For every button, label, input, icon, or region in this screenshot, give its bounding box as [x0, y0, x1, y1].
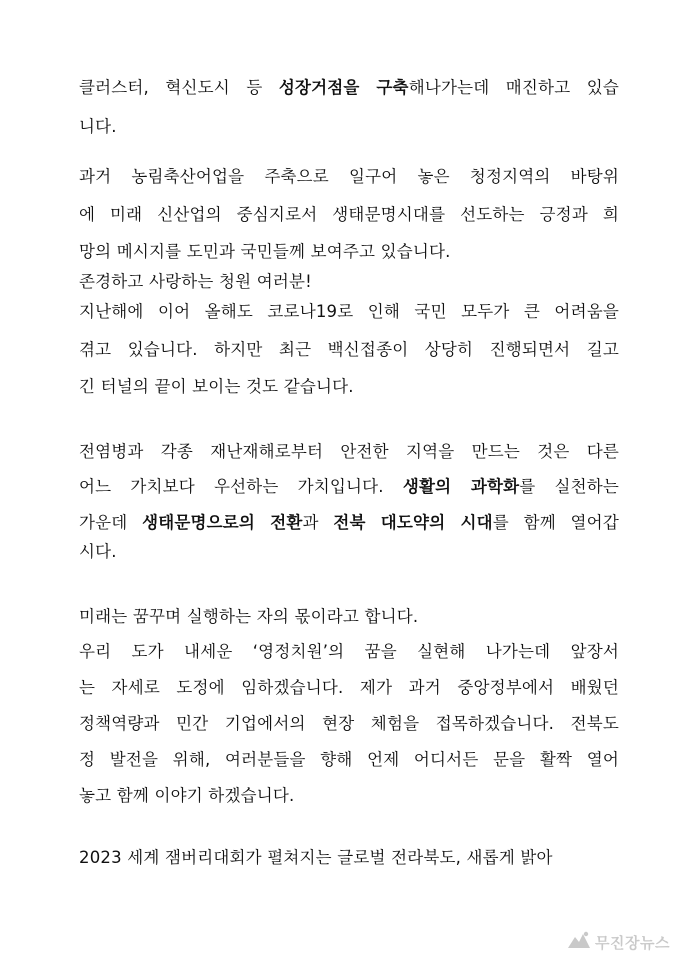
text-line	[79, 676, 619, 700]
text-segment: 2023 세계 잼버리대회가 펼쳐지는 글로벌 전라북도, 새롭게 밝아	[79, 848, 553, 867]
text-segment: 과거 농림축산어업을 주축으로 일구어 놓은 청정지역의 바탕위	[79, 167, 619, 186]
bold-text-segment: 전북 대도약의 시대	[333, 513, 493, 532]
text-segment: 망의 메시지를 도민과 국민들께 보여주고 있습니다.	[79, 242, 451, 261]
text-segment: 존경하고 사랑하는 청원 여러분!	[79, 272, 312, 291]
text-segment: 과	[302, 513, 334, 532]
text-segment: 에 미래 신산업의 중심지로서 생태문명시대를 선도하는 긍정과 희	[79, 205, 619, 224]
text-line	[79, 784, 619, 808]
bold-text-segment: 성장거점을 구축	[278, 78, 409, 97]
text-line	[79, 540, 619, 564]
text-line	[79, 240, 619, 264]
text-line	[79, 76, 619, 100]
text-segment: 는 자세로 도정에 임하겠습니다. 제가 과거 중앙정부에서 배웠던	[79, 678, 619, 697]
text-line	[79, 475, 619, 499]
text-line	[79, 440, 619, 464]
text-segment: 니다.	[79, 117, 117, 136]
text-line	[79, 203, 619, 227]
text-line	[79, 748, 619, 772]
watermark-text: 무진장뉴스	[595, 933, 670, 952]
text-line	[79, 712, 619, 736]
text-line	[79, 338, 619, 362]
text-line	[79, 165, 619, 189]
text-segment: 우리 도가 내세운 ‘영정치원’의 꿈을 실현해 나가는데 앞장서	[79, 642, 619, 661]
bold-text-segment: 생활의 과학화	[402, 477, 520, 496]
text-line	[79, 375, 619, 399]
text-segment: 어느 가치보다 우선하는 가치입니다.	[79, 477, 403, 496]
text-segment: 가운데	[79, 513, 143, 532]
text-segment: 시다.	[79, 542, 117, 561]
text-segment: 정책역량과 민간 기업에서의 현장 체험을 접목하겠습니다. 전북도	[79, 714, 619, 733]
text-line	[79, 300, 619, 324]
text-segment: 정 발전을 위해, 여러분들을 향해 언제 어디서든 문을 활짝 열어	[79, 750, 619, 769]
text-segment: 긴 터널의 끝이 보이는 것도 같습니다.	[79, 377, 354, 396]
mountain-logo-icon	[567, 930, 591, 954]
text-segment: 지난해에 이어 올해도 코로나19로 인해 국민 모두가 큰 어려움을	[79, 302, 619, 321]
text-line	[79, 511, 619, 535]
text-line	[79, 115, 619, 139]
text-line	[79, 640, 619, 664]
bold-text-segment: 생태문명으로의 전환	[142, 513, 303, 532]
text-segment: 겪고 있습니다. 하지만 최근 백신접종이 상당히 진행되면서 길고	[79, 340, 619, 359]
text-line	[79, 605, 619, 629]
watermark	[567, 930, 670, 954]
text-segment: 를 실천하는	[519, 477, 620, 496]
text-line	[79, 270, 619, 294]
text-segment: 클러스터, 혁신도시 등	[79, 78, 279, 97]
text-segment: 미래는 꿈꾸며 실행하는 자의 몫이라고 합니다.	[79, 607, 419, 626]
text-segment: 놓고 함께 이야기 하겠습니다.	[79, 786, 295, 805]
text-line	[79, 846, 619, 870]
text-segment: 전염병과 각종 재난재해로부터 안전한 지역을 만드는 것은 다른	[79, 442, 619, 461]
text-segment: 를 함께 열어갑	[492, 513, 619, 532]
text-segment: 해나가는데 매진하고 있습	[408, 78, 619, 97]
